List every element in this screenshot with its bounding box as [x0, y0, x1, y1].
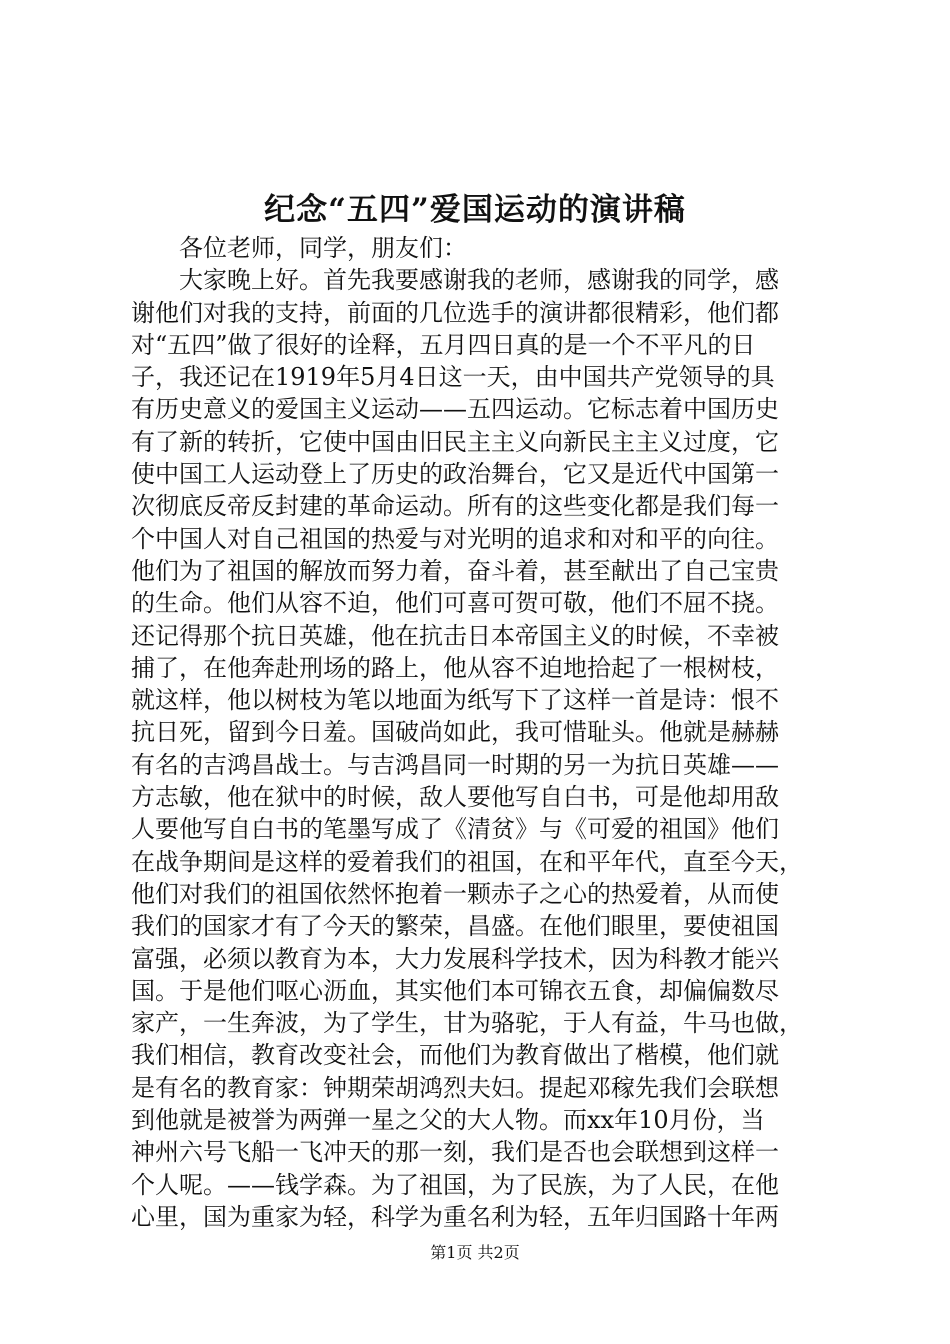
document-title: 纪念“五四”爱国运动的演讲稿 [264, 192, 686, 228]
body-line: 使中国工人运动登上了历史的政治舞台，它又是近代中国第一 [131, 460, 779, 489]
body-line: 还记得那个抗日英雄，他在抗击日本帝国主义的时候，不幸被 [131, 621, 779, 650]
body-line: 到他就是被誉为两弹一星之父的大人物。而xx年10月份，当 [131, 1106, 765, 1135]
body-line: 是有名的教育家：钟期荣胡鸿烈夫妇。提起邓稼先我们会联想 [131, 1073, 779, 1102]
body-line: 我们相信，教育改变社会，而他们为教育做出了楷模，他们就 [131, 1041, 779, 1070]
body-line: 他们为了祖国的解放而努力着，奋斗着，甚至献出了自己宝贵 [131, 556, 779, 585]
body-line: 我们的国家才有了今天的繁荣，昌盛。在他们眼里，要使祖国 [131, 912, 779, 941]
body-line: 国。于是他们呕心沥血，其实他们本可锦衣五食，却偏偏数尽 [131, 976, 779, 1005]
body-line: 抗日死，留到今日羞。国破尚如此，我可惜耻头。他就是赫赫 [131, 718, 779, 747]
body-line: 大家晚上好。首先我要感谢我的老师，感谢我的同学，感 [179, 266, 779, 295]
body-line: 富强，必须以教育为本，大力发展科学技术，因为科教才能兴 [131, 944, 779, 973]
body-line: 次彻底反帝反封建的革命运动。所有的这些变化都是我们每一 [131, 492, 779, 521]
body-line: 在战争期间是这样的爱着我们的祖国，在和平年代，直至今天， [131, 847, 803, 876]
body-line: 的生命。他们从容不迫，他们可喜可贺可敬，他们不屈不挠。 [131, 589, 779, 618]
body-line: 谢他们对我的支持，前面的几位选手的演讲都很精彩，他们都 [131, 298, 779, 327]
body-line: 子，我还记在1919年5月4日这一天，由中国共产党领导的具 [131, 363, 775, 392]
body-line: 神州六号飞船一飞冲天的那一刻，我们是否也会联想到这样一 [131, 1138, 779, 1167]
body-line: 有历史意义的爱国主义运动——五四运动。它标志着中国历史 [131, 395, 779, 424]
body-line: 人要他写自白书的笔墨写成了《清贫》与《可爱的祖国》他们 [131, 815, 779, 844]
body-line: 捕了，在他奔赴刑场的路上，他从容不迫地拾起了一根树枝， [131, 653, 779, 682]
body-line: 个人呢。——钱学森。为了祖国，为了民族，为了人民，在他 [131, 1170, 779, 1199]
body-line: 心里，国为重家为轻，科学为重名利为轻，五年归国路十年两 [131, 1202, 779, 1231]
body-line: 他们对我们的祖国依然怀抱着一颗赤子之心的热爱着，从而使 [131, 879, 779, 908]
body-line: 各位老师，同学，朋友们： [179, 234, 467, 262]
body-line: 有了新的转折，它使中国由旧民主主义向新民主主义过度，它 [131, 427, 779, 456]
page-number-footer: 第1页 共2页 [430, 1243, 520, 1262]
body-line: 有名的吉鸿昌战士。与吉鸿昌同一时期的另一为抗日英雄—— [131, 750, 779, 779]
body-line: 方志敏，他在狱中的时候，敌人要他写自白书，可是他却用敌 [131, 783, 779, 812]
body-line: 就这样，他以树枝为笔以地面为纸写下了这样一首是诗：恨不 [131, 686, 779, 715]
body-line: 对“五四”做了很好的诠释，五月四日真的是一个不平凡的日 [131, 330, 756, 359]
speech-body [131, 232, 831, 1233]
body-line: 个中国人对自己祖国的热爱与对光明的追求和对和平的向往。 [131, 524, 779, 553]
body-line: 家产，一生奔波，为了学生，甘为骆驼，于人有益，牛马也做， [131, 1009, 803, 1038]
